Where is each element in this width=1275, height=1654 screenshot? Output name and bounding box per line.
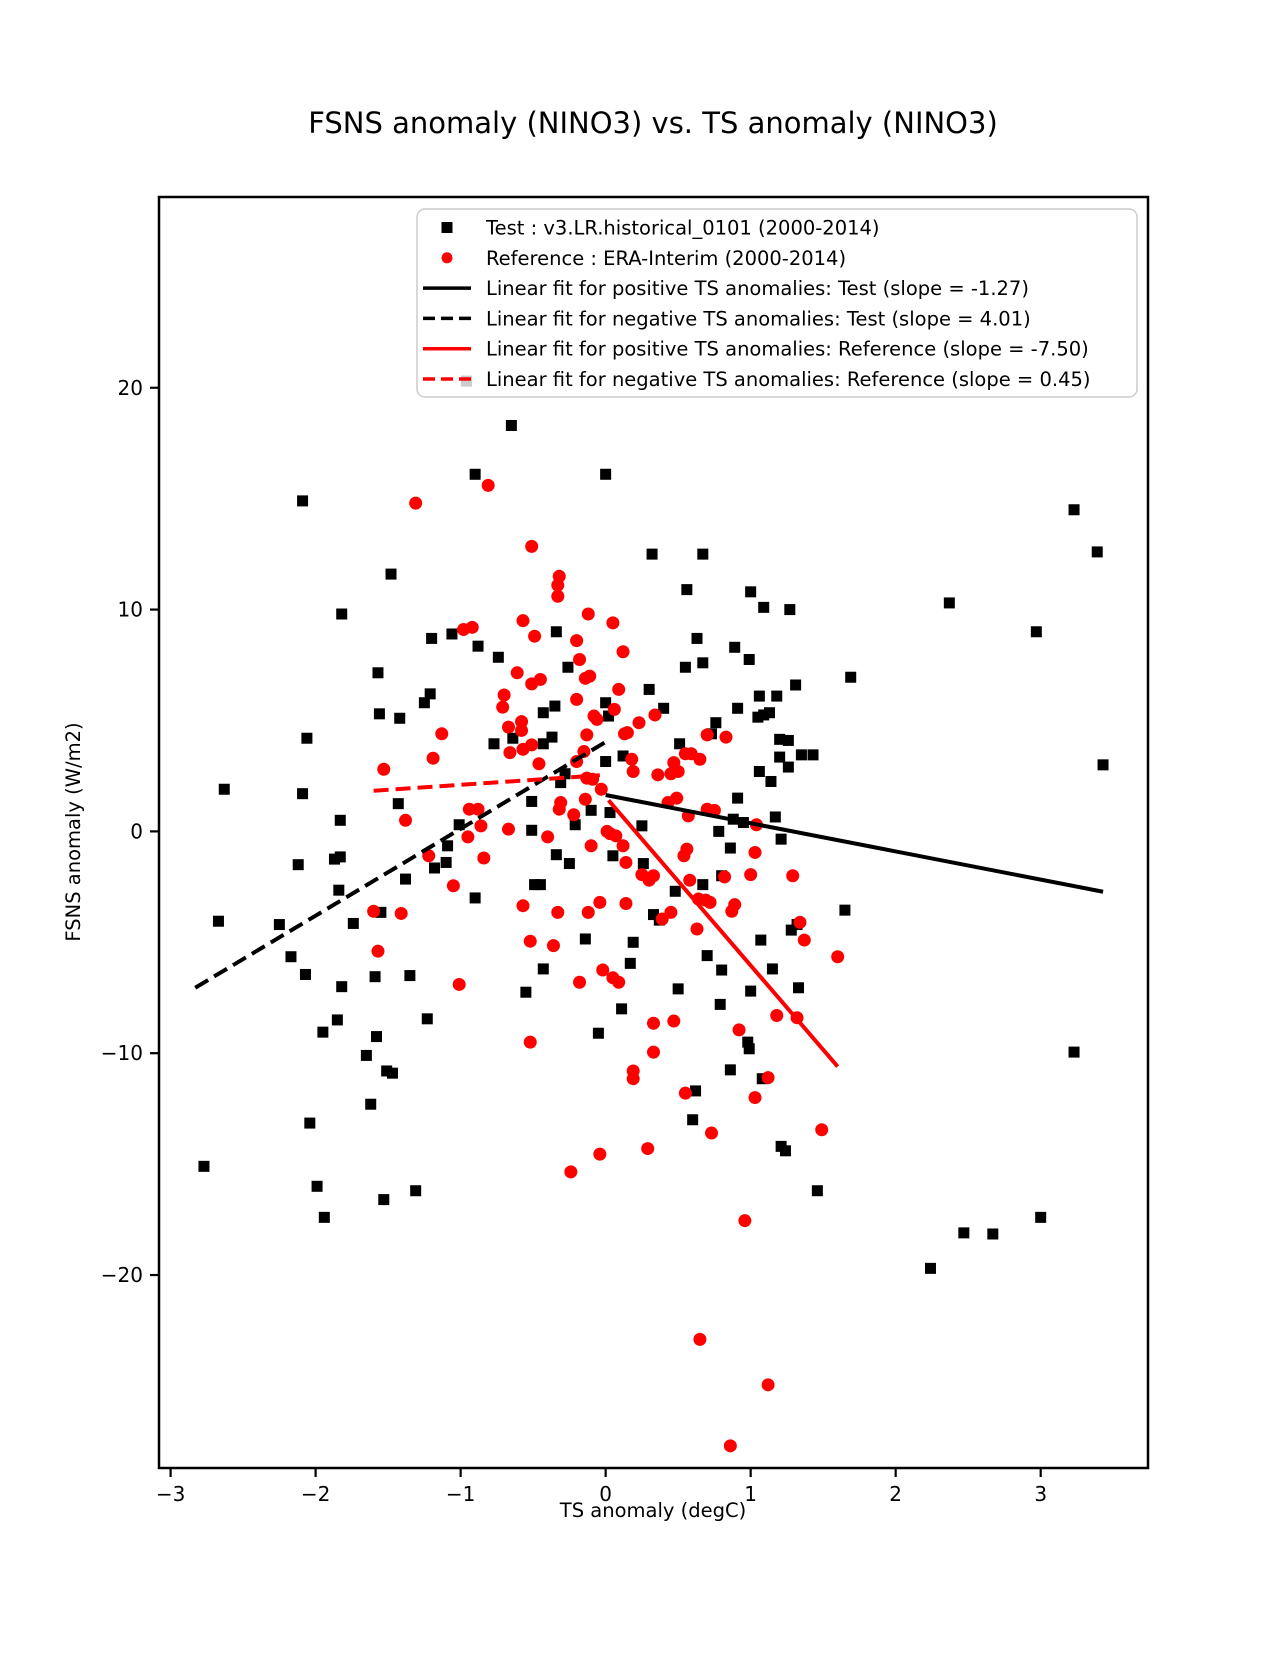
scatter-point-reference	[409, 497, 422, 510]
scatter-point-test	[680, 662, 691, 673]
scatter-point-reference	[749, 846, 762, 859]
scatter-point-reference	[704, 896, 717, 909]
scatter-point-test	[1069, 504, 1080, 515]
scatter-point-reference	[656, 913, 669, 926]
scatter-point-test	[783, 735, 794, 746]
scatter-point-test	[361, 1050, 372, 1061]
scatter-point-reference	[693, 753, 706, 766]
scatter-point-test	[755, 935, 766, 946]
scatter-point-test	[426, 633, 437, 644]
scatter-point-reference	[647, 869, 660, 882]
scatter-point-reference	[532, 757, 545, 770]
scatter-point-test	[329, 854, 340, 865]
scatter-point-reference	[580, 728, 593, 741]
scatter-point-reference	[367, 905, 380, 918]
scatter-point-reference	[516, 899, 529, 912]
scatter-point-test	[770, 811, 781, 822]
scatter-point-test	[336, 609, 347, 620]
scatter-point-test	[535, 879, 546, 890]
scatter-point-reference	[641, 1142, 654, 1155]
scatter-point-test	[506, 420, 517, 431]
scatter-point-test	[745, 586, 756, 597]
scatter-point-test	[526, 796, 537, 807]
scatter-point-test	[845, 672, 856, 683]
scatter-point-test	[580, 933, 591, 944]
scatter-point-test	[526, 825, 537, 836]
scatter-point-reference	[503, 746, 516, 759]
scatter-point-reference	[547, 939, 560, 952]
scatter-point-reference	[511, 666, 524, 679]
scatter-point-reference	[447, 879, 460, 892]
y-tick-label: 0	[130, 819, 143, 844]
x-tick-label: 1	[744, 1482, 758, 1506]
scatter-point-test	[752, 712, 763, 723]
scatter-point-reference	[551, 590, 564, 603]
scatter-point-test	[546, 732, 557, 743]
scatter-point-test	[297, 788, 308, 799]
scatter-point-test	[317, 1027, 328, 1038]
scatter-point-reference	[601, 825, 614, 838]
scatter-point-test	[551, 849, 562, 860]
x-tick-label: −2	[300, 1482, 331, 1506]
legend-marker-circle	[442, 252, 453, 263]
x-tick-label: −3	[155, 1482, 186, 1506]
scatter-point-test	[944, 597, 955, 608]
scatter-point-test	[333, 885, 344, 896]
scatter-point-test	[372, 667, 383, 678]
scatter-point-reference	[786, 869, 799, 882]
scatter-point-reference	[667, 1015, 680, 1028]
scatter-point-test	[404, 970, 415, 981]
scatter-point-reference	[762, 1378, 775, 1391]
scatter-point-reference	[619, 856, 632, 869]
scatter-point-test	[1031, 626, 1042, 637]
scatter-point-test	[687, 1114, 698, 1125]
scatter-point-test	[336, 981, 347, 992]
scatter-point-test	[374, 708, 385, 719]
scatter-point-reference	[582, 906, 595, 919]
scatter-point-reference	[738, 1214, 751, 1227]
scatter-point-test	[365, 1099, 376, 1110]
scatter-point-test	[319, 1212, 330, 1223]
scatter-point-reference	[606, 616, 619, 629]
scatter-point-reference	[525, 738, 538, 751]
scatter-point-test	[348, 918, 359, 929]
scatter-point-reference	[435, 727, 448, 740]
legend-label-test: Test : v3.LR.historical_0101 (2000-2014)	[486, 216, 880, 240]
scatter-point-test	[493, 652, 504, 663]
scatter-point-test	[410, 1185, 421, 1196]
scatter-point-test	[213, 916, 224, 927]
scatter-point-test	[697, 879, 708, 890]
scatter-point-reference	[525, 540, 538, 553]
scatter-point-test	[422, 1013, 433, 1024]
scatter-point-reference	[395, 907, 408, 920]
scatter-point-test	[725, 1064, 736, 1075]
scatter-point-test	[301, 733, 312, 744]
scatter-point-test	[690, 1085, 701, 1096]
scatter-point-reference	[798, 934, 811, 947]
scatter-point-test	[744, 1043, 755, 1054]
scatter-point-test	[429, 862, 440, 873]
legend-marker-square	[442, 222, 453, 233]
scatter-point-reference	[679, 1087, 692, 1100]
scatter-point-reference	[496, 701, 509, 714]
scatter-point-test	[790, 679, 801, 690]
scatter-point-test	[767, 963, 778, 974]
scatter-point-reference	[651, 768, 664, 781]
scatter-point-test	[586, 805, 597, 816]
scatter-point-reference	[524, 1036, 537, 1049]
scatter-point-test	[538, 963, 549, 974]
scatter-point-reference	[683, 874, 696, 887]
scatter-point-test	[697, 657, 708, 668]
scatter-point-reference	[705, 1127, 718, 1140]
scatter-point-reference	[815, 1123, 828, 1136]
scatter-point-test	[673, 983, 684, 994]
scatter-point-reference	[677, 849, 690, 862]
scatter-point-test	[470, 469, 481, 480]
scatter-point-reference	[720, 731, 733, 744]
scatter-point-test	[274, 919, 285, 930]
scatter-point-test	[198, 1161, 209, 1172]
scatter-point-test	[446, 628, 457, 639]
scatter-point-test	[625, 958, 636, 969]
scatter-point-reference	[498, 688, 511, 701]
scatter-point-reference	[744, 868, 757, 881]
scatter-point-reference	[770, 1009, 783, 1022]
legend-label-fit-neg-reference: Linear fit for negative TS anomalies: Reference (slope = 0.45)	[486, 368, 1091, 391]
legend-label-reference: Reference : ERA-Interim (2000-2014)	[486, 246, 847, 270]
scatter-point-reference	[749, 1091, 762, 1104]
scatter-point-reference	[551, 579, 564, 592]
legend-label-fit-neg-test: Linear fit for negative TS anomalies: Test (slope = 4.01)	[486, 307, 1031, 331]
scatter-point-test	[697, 549, 708, 560]
y-tick-label: −10	[100, 1041, 143, 1066]
scatter-point-test	[681, 584, 692, 595]
scatter-point-test	[393, 798, 404, 809]
scatter-point-test	[473, 641, 484, 652]
y-axis	[101, 376, 159, 1287]
scatter-point-test	[378, 1194, 389, 1205]
scatter-point-test	[386, 569, 397, 580]
scatter-point-test	[551, 626, 562, 637]
scatter-point-reference	[477, 852, 490, 865]
scatter-point-reference	[733, 1023, 746, 1036]
scatter-point-reference	[570, 634, 583, 647]
scatter-point-reference	[457, 623, 470, 636]
scatter-point-reference	[515, 724, 528, 737]
scatter-point-test	[715, 999, 726, 1010]
scatter-point-test	[1092, 546, 1103, 557]
y-tick-label: −20	[100, 1263, 143, 1288]
scatter-point-reference	[583, 670, 596, 683]
scatter-point-reference	[564, 1165, 577, 1178]
scatter-point-reference	[579, 793, 592, 806]
scatter-point-test	[796, 749, 807, 760]
scatter-point-reference	[625, 753, 638, 766]
scatter-point-test	[394, 713, 405, 724]
scatter-point-test	[293, 859, 304, 870]
scatter-point-test	[925, 1263, 936, 1274]
scatter-point-test	[628, 937, 639, 948]
scatter-point-reference	[725, 905, 738, 918]
scatter-point-reference	[554, 796, 567, 809]
scatter-point-test	[304, 1118, 315, 1129]
scatter-point-test	[808, 749, 819, 760]
fit-line-0	[606, 795, 1103, 892]
y-axis-label: FSNS anomaly (W/m2)	[62, 722, 85, 942]
scatter-point-test	[285, 951, 296, 962]
scatter-point-reference	[627, 765, 640, 778]
scatter-point-test	[488, 738, 499, 749]
scatter-point-test	[616, 1003, 627, 1014]
scatter-point-test	[470, 892, 481, 903]
scatter-point-test	[538, 707, 549, 718]
scatter-point-test	[647, 549, 658, 560]
scatter-point-test	[549, 701, 560, 712]
scatter-point-test	[754, 766, 765, 777]
scatter-point-test	[744, 654, 755, 665]
x-axis-label: TS anomaly (degC)	[559, 1499, 747, 1522]
scatter-point-reference	[595, 783, 608, 796]
scatter-point-test	[1069, 1047, 1080, 1058]
scatter-point-reference	[502, 823, 515, 836]
scatter-point-reference	[453, 978, 466, 991]
scatter-point-test	[729, 642, 740, 653]
scatter-point-reference	[693, 1333, 706, 1346]
scatter-point-test	[1035, 1212, 1046, 1223]
scatter-point-reference	[573, 976, 586, 989]
scatter-point-test	[758, 602, 769, 613]
scatter-point-reference	[502, 721, 515, 734]
x-tick-label: 2	[889, 1482, 903, 1506]
scatter-point-test	[732, 703, 743, 714]
scatter-point-reference	[619, 897, 632, 910]
scatter-point-reference	[718, 870, 731, 883]
scatter-point-test	[593, 1028, 604, 1039]
scatter-point-test	[297, 495, 308, 506]
scatter-point-test	[442, 840, 453, 851]
scatter-point-test	[607, 850, 618, 861]
scatter-point-reference	[525, 677, 538, 690]
scatter-point-test	[765, 776, 776, 787]
scatter-point-test	[300, 969, 311, 980]
scatter-point-reference	[701, 728, 714, 741]
scatter-point-reference	[724, 1439, 737, 1452]
scatter-point-test	[725, 843, 736, 854]
chart-title: FSNS anomaly (NINO3) vs. TS anomaly (NINO3)	[308, 106, 998, 140]
scatter-point-test	[710, 717, 721, 728]
legend	[417, 209, 1137, 397]
scatter-point-test	[783, 762, 794, 773]
scatter-point-reference	[570, 693, 583, 706]
scatter-point-reference	[831, 950, 844, 963]
scatter-point-reference	[567, 808, 580, 821]
scatter-point-reference	[648, 708, 661, 721]
scatter-point-reference	[691, 922, 704, 935]
scatter-point-test	[638, 858, 649, 869]
scatter-point-reference	[541, 830, 554, 843]
scatter-point-reference	[573, 653, 586, 666]
scatter-point-test	[958, 1227, 969, 1238]
scatter-point-test	[780, 1145, 791, 1156]
scatter-point-reference	[593, 1148, 606, 1161]
fit-line-2	[609, 800, 838, 1066]
scatter-point-test	[520, 987, 531, 998]
scatter-point-reference	[627, 1072, 640, 1085]
scatter-point-test	[745, 986, 756, 997]
scatter-point-test	[419, 697, 430, 708]
scatter-point-reference	[551, 906, 564, 919]
scatter-point-test	[600, 469, 611, 480]
x-tick-label: 0	[599, 1482, 613, 1506]
x-tick-label: −1	[445, 1482, 476, 1506]
scatter-point-test	[771, 691, 782, 702]
scatter-point-reference	[399, 814, 412, 827]
scatter-point-reference	[593, 896, 606, 909]
scatter-point-test	[335, 815, 346, 826]
scatter-point-test	[564, 858, 575, 869]
scatter-point-reference	[672, 765, 685, 778]
scatter-point-reference	[647, 1017, 660, 1030]
scatter-point-reference	[371, 945, 384, 958]
legend-label-fit-pos-reference: Linear fit for positive TS anomalies: Reference (slope = -7.50)	[486, 337, 1089, 361]
scatter-point-test	[793, 982, 804, 993]
scatter-point-reference	[612, 976, 625, 989]
fit-line-1	[195, 739, 610, 987]
scatter-point-test	[312, 1181, 323, 1192]
y-tick-label: 10	[117, 597, 143, 622]
scatter-point-reference	[590, 713, 603, 726]
scatter-point-reference	[612, 683, 625, 696]
scatter-point-test	[987, 1228, 998, 1239]
scatter-point-reference	[762, 1071, 775, 1084]
scatter-point-test	[219, 784, 230, 795]
scatter-point-reference	[632, 716, 645, 729]
scatter-point-test	[732, 793, 743, 804]
x-tick-label: 3	[1034, 1482, 1048, 1506]
scatter-point-reference	[617, 645, 630, 658]
legend-label-fit-pos-test: Linear fit for positive TS anomalies: Test (slope = -1.27)	[486, 277, 1029, 301]
scatter-point-reference	[524, 935, 537, 948]
scatter-point-test	[774, 752, 785, 763]
scatter-point-reference	[608, 703, 621, 716]
scatter-point-test	[812, 1185, 823, 1196]
scatter-point-test	[670, 886, 681, 897]
scatter-point-reference	[585, 839, 598, 852]
scatter-point-test	[754, 691, 765, 702]
scatter-point-test	[600, 756, 611, 767]
scatter-point-reference	[582, 608, 595, 621]
scatter-point-reference	[647, 1046, 660, 1059]
scatter-series-test	[198, 376, 1108, 1274]
scatter-point-test	[562, 662, 573, 673]
y-tick-label: 20	[117, 375, 143, 400]
scatter-point-reference	[427, 752, 440, 765]
scatter-point-test	[776, 834, 787, 845]
scatter-point-reference	[461, 830, 474, 843]
scatter-point-test	[839, 905, 850, 916]
scatter-point-test	[387, 1068, 398, 1079]
scatter-point-test	[371, 1031, 382, 1042]
scatter-point-test	[702, 950, 713, 961]
scatter-point-reference	[621, 726, 634, 739]
scatter-point-test	[636, 820, 647, 831]
scatter-point-reference	[474, 819, 487, 832]
scatter-point-reference	[516, 614, 529, 627]
scatter-point-test	[713, 826, 724, 837]
scatter-point-reference	[793, 916, 806, 929]
scatter-point-reference	[377, 763, 390, 776]
scatter-point-test	[332, 1014, 343, 1025]
scatter-point-reference	[482, 479, 495, 492]
scatter-point-test	[1098, 759, 1109, 770]
scatter-point-test	[692, 633, 703, 644]
scatter-point-test	[716, 965, 727, 976]
scatter-point-test	[784, 604, 795, 615]
scatter-point-test	[644, 684, 655, 695]
scatter-point-test	[441, 857, 452, 868]
scatter-point-test	[370, 971, 381, 982]
scatter-point-reference	[528, 630, 541, 643]
fit-lines	[195, 739, 1103, 1066]
scatter-point-test	[400, 874, 411, 885]
